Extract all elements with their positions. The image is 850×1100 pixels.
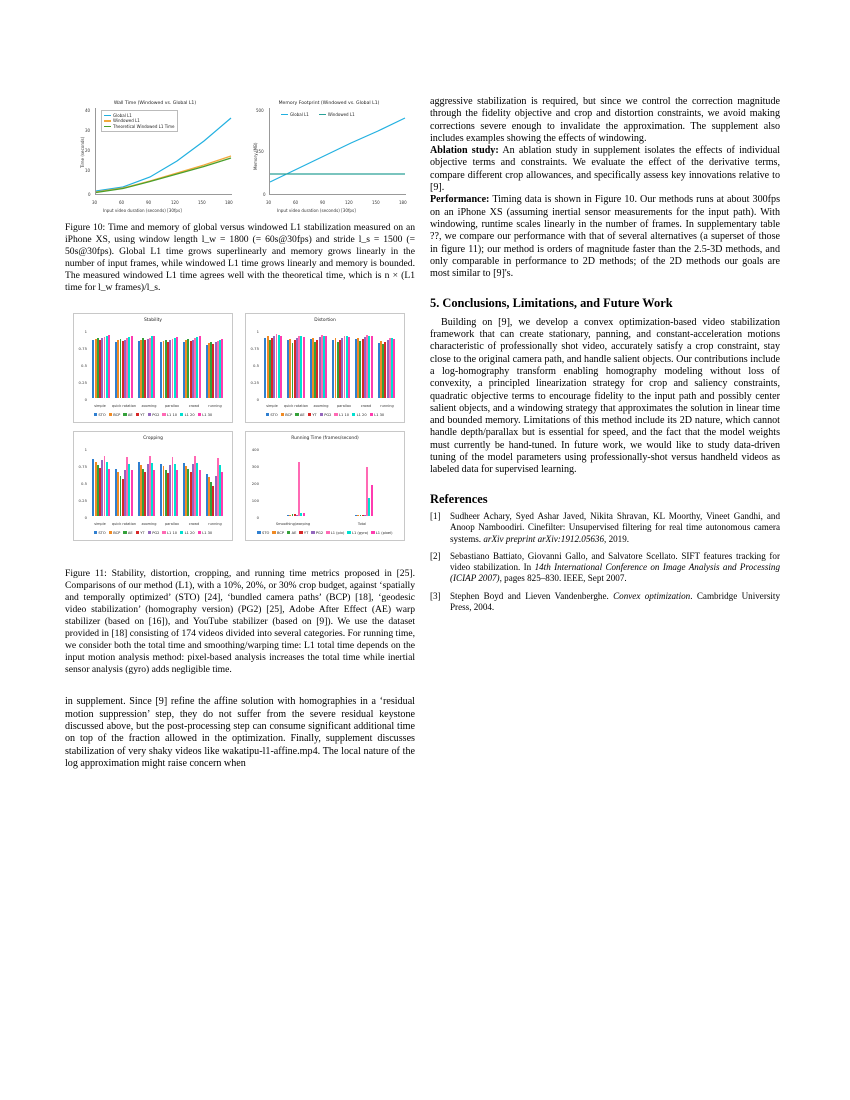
- legend-label: BCP: [113, 412, 121, 417]
- bar: [199, 470, 201, 516]
- bar-group: [115, 446, 133, 516]
- legend-swatch-icon: [94, 413, 97, 416]
- ytick: 0: [88, 192, 91, 197]
- legend-label: YT: [303, 530, 309, 535]
- bar-group: [355, 446, 373, 516]
- bar-group: [92, 328, 110, 398]
- ytick: 1: [256, 328, 259, 334]
- bar-group: [310, 328, 328, 398]
- legend-swatch-icon: [370, 413, 373, 416]
- references-heading: References: [430, 491, 488, 506]
- chart-stability: [73, 313, 233, 423]
- bar-group: [138, 446, 156, 516]
- chart-cropping-bars: [90, 446, 226, 516]
- legend-swatch-icon: [287, 531, 290, 534]
- legend-label: L1 20: [184, 530, 195, 535]
- legend-label: BCP: [276, 530, 285, 535]
- legend-swatch-icon: [281, 114, 288, 115]
- xtick: 150: [372, 200, 380, 205]
- legend-swatch-icon: [136, 413, 139, 416]
- ytick: 100: [251, 497, 259, 503]
- bar: [176, 337, 178, 398]
- reference-text-italic: arXiv preprint arXiv:1912.05636: [483, 533, 605, 544]
- ytick: 0.5: [80, 362, 87, 368]
- legend-label: AE: [127, 412, 133, 417]
- bar: [153, 470, 155, 516]
- bar: [131, 470, 133, 515]
- legend-label: BCP: [113, 530, 121, 535]
- ytick: 500: [256, 108, 264, 113]
- legend-swatch-icon: [104, 120, 111, 121]
- xtick: 30: [92, 200, 98, 205]
- reference-text: [450, 551, 780, 585]
- legend-label: L1 30: [202, 530, 213, 535]
- figure-11-caption: [65, 568, 415, 677]
- bar: [153, 336, 155, 398]
- xtick: parallax: [164, 521, 180, 526]
- xtick: Smoothing/warping: [275, 521, 311, 526]
- reference-text: [450, 591, 780, 614]
- figure-10-caption-label: Figure 10:: [65, 222, 106, 233]
- legend-item: [272, 527, 284, 539]
- conclusions-paragraph: Building on [9], we develop a convex optimization-based video stabilization framework that can create stationary, panning, and constant-acceleration motions characteristic of professionally shot video, accurately satisfy a crop constraint, stay close to the original camera path, and handle salient objects. Our contributions include a log-homography transform enabling homography modeling without loss of convexity, a principled linearization strategy for crop and saliency constraints, quadratic objective terms to encourage fidelity to the input path and possibly center salient objects, and a windowing strategy that approximates the solution in linear time and bounded memory. Limitations of this method include its 2D nature, which cannot handle depth/parallax but is essential for speed, and the fact that the model weights must currently be hand-tuned. In future work, we would like to study data-driven tuning of the model parameters using professionally-shot versus handheld videos as labeled data for supervised learning.: [430, 316, 780, 476]
- ytick: 1: [84, 446, 87, 452]
- legend-label: PG2: [324, 412, 332, 417]
- figure-10-caption-text: Time and memory of global versus windowed L1 stabilization measured on an iPhone XS, using window length l_w = 1800 (= 60s@30fps) and stride l_s = 1500 (= 50s@30fps). Global L1 time grows superlinearly and memory grows linearly in the number of input frames, while windowed L1 time grows linearly and memory is bounded. The measured windowed L1 time agrees well with the theoretical time, which is n × (L1 time for l_w frames)/l_s.: [65, 222, 415, 294]
- legend-item: [266, 409, 278, 421]
- ytick: 0: [256, 396, 259, 402]
- figure-10: [65, 96, 415, 214]
- legend-swatch-icon: [308, 413, 311, 416]
- ablation-text: An ablation study in supplement isolates the effects of individual objective terms and constraints. We evaluate the effect of the derivative terms, compare different crop allowances, and specifically assess key innovations relative to [9].: [430, 145, 780, 194]
- legend-swatch-icon: [257, 531, 260, 534]
- xtick: 30: [266, 200, 272, 205]
- chart-running-time-bars: [262, 446, 398, 516]
- left-column: [65, 96, 415, 770]
- ytick: 200: [251, 480, 259, 486]
- ytick: 40: [85, 108, 91, 113]
- xtick: running: [380, 403, 394, 408]
- reference-text-post: , pages 825–830. IEEE, Sept 2007.: [499, 573, 627, 584]
- chart-memory: [245, 96, 413, 214]
- chart-wall-time-title: Wall Time (Windowed vs. Global L1): [113, 101, 197, 106]
- legend-swatch-icon: [319, 114, 326, 115]
- bar: [325, 336, 327, 397]
- ytick: 0.75: [250, 345, 259, 351]
- legend-label: L1 10: [167, 530, 178, 535]
- legend-item: [370, 409, 385, 421]
- xtick: simple: [94, 403, 106, 408]
- legend-item: [109, 409, 121, 421]
- legend-item: [299, 527, 308, 539]
- ytick: 0: [256, 514, 259, 520]
- legend-item: [198, 527, 213, 539]
- legend-item: [148, 527, 160, 539]
- legend-label: STO: [98, 412, 106, 417]
- legend-swatch-icon: [180, 531, 183, 534]
- ytick: 400: [251, 446, 259, 452]
- chart-cropping: [73, 431, 233, 541]
- ytick: 0.25: [78, 497, 87, 503]
- bar-group: [206, 446, 224, 516]
- reference-text-italic: Convex optimization: [613, 590, 691, 601]
- legend-label: PG2: [315, 530, 324, 535]
- right-column: [430, 96, 780, 619]
- legend-swatch-icon: [136, 531, 139, 534]
- legend-swatch-icon: [148, 413, 151, 416]
- legend-label: L1 30: [202, 412, 213, 417]
- legend-item: [148, 409, 160, 421]
- reference-item: [430, 511, 780, 545]
- xtick: 90: [320, 200, 326, 205]
- xtick: parallax: [336, 403, 352, 408]
- legend-label: L1 30: [374, 412, 385, 417]
- bar: [371, 485, 373, 516]
- chart-memory-ylabel: Memory (MB): [253, 142, 258, 170]
- bar-group: [287, 446, 305, 516]
- legend-swatch-icon: [198, 531, 201, 534]
- legend-item: [308, 409, 317, 421]
- legend-label: L1 10: [339, 412, 350, 417]
- bar-group: [183, 328, 201, 398]
- ytick: 300: [251, 463, 259, 469]
- legend-item: [352, 409, 367, 421]
- reference-text-pre: Stephen Boyd and Lieven Vandenberghe.: [450, 590, 614, 601]
- legend-item: [326, 527, 344, 539]
- legend-item: [94, 409, 106, 421]
- legend-swatch-icon: [266, 413, 269, 416]
- chart-running-time-title: Running Time (frames/second): [291, 435, 359, 441]
- ytick: 20: [85, 148, 91, 153]
- legend-swatch-icon: [326, 531, 329, 534]
- legend-item: [180, 409, 195, 421]
- reference-number: [1]: [430, 510, 441, 521]
- legend-swatch-icon: [180, 413, 183, 416]
- xtick: 120: [345, 200, 353, 205]
- legend-swatch-icon: [123, 531, 126, 534]
- ablation-paragraph: [430, 145, 780, 194]
- legend-item: [136, 527, 145, 539]
- ytick: 0.25: [250, 379, 259, 385]
- bar: [176, 470, 178, 515]
- bar: [303, 337, 305, 398]
- legend-swatch-icon: [109, 531, 112, 534]
- bar-group: [287, 328, 305, 398]
- bar: [280, 336, 282, 398]
- xtick: simple: [266, 403, 278, 408]
- bar: [199, 336, 201, 397]
- legend-item: [162, 527, 177, 539]
- legend-swatch-icon: [281, 413, 284, 416]
- legend-item: [109, 527, 121, 539]
- legend-swatch-icon: [162, 531, 165, 534]
- legend-label: AE: [291, 530, 297, 535]
- legend-label: L1 20: [356, 412, 367, 417]
- ytick: 0: [84, 396, 87, 402]
- chart-stability-legend: [80, 409, 226, 421]
- ytick: 250: [256, 149, 264, 154]
- bar-group: [160, 328, 178, 398]
- figure-10-caption: [65, 222, 415, 295]
- performance-text: Timing data is shown in Figure 10. Our methods runs at about 300fps on an iPhone XS (assuming inertial sensor measurements for the input path). With windowing, runtime scales linearly in the number of frames. In supplementary table ??, we compare our performance with that of several alternatives (a superset of those in figure 11); our method is orders of magnitude faster than the 2.5-3D methods, and only comparable in performance to 2D methods; of the 2D methods our goals are most similar to [9]'s.: [430, 194, 780, 280]
- reference-number: [3]: [430, 590, 441, 601]
- ytick: 10: [85, 168, 91, 173]
- chart-distortion-legend: [252, 409, 398, 421]
- legend-label: L1 10: [167, 412, 178, 417]
- bar: [371, 336, 373, 397]
- legend-item: [123, 409, 132, 421]
- bar: [348, 337, 350, 398]
- ytick: 0: [84, 514, 87, 520]
- legend-swatch-icon: [272, 531, 275, 534]
- legend-label: Theoretical Windowed L1 Time: [113, 123, 175, 129]
- xtick: parallax: [164, 403, 180, 408]
- figure-11-caption-text: Stability, distortion, cropping, and running time metrics proposed in [25]. Comparisons of our method (L1), with a 10%, 20%, or 30% crop budget, against ‘spatially and temporally optimized’ (STO) [24], ‘bundled camera paths’ (BCP) [18], ‘geodesic video stabilization’ (homography version) (PG2) [25], Adobe After Effect (AE) warp stabilizer (based on [16]), and YouTube stabilizer (based on [9]). We use the dataset provided in [18] consisting of 174 videos divided into several categories. For running time, we consider both the total time and smoothing/warping time: L1 total time depends on the input motion analysis method: pixel-based analysis increases the total time while inertial sensor analysis (gyro) adds negligible time.: [65, 567, 415, 676]
- legend-label: L1 (gyro): [351, 530, 369, 535]
- section-heading-conclusions: 5. Conclusions, Limitations, and Future Work: [430, 296, 673, 311]
- bar-group: [183, 446, 201, 516]
- chart-running-time: [245, 431, 405, 541]
- legend-label: Windowed L1: [113, 118, 140, 124]
- xtick: 60: [293, 200, 299, 205]
- chart-wall-time-xlabel: Input video duration (seconds) [30fps]: [103, 208, 182, 213]
- chart-memory-xlabel: Input video duration (seconds) [30fps]: [277, 208, 356, 213]
- legend-item: [136, 409, 145, 421]
- bar-group: [92, 446, 110, 516]
- xtick: zooming: [313, 403, 329, 408]
- legend-label: Windowed L1: [327, 111, 355, 117]
- ytick: 1: [84, 328, 87, 334]
- xtick: zooming: [141, 521, 157, 526]
- chart-stability-bars: [90, 328, 226, 398]
- chart-wall-time-ylabel: Time (seconds): [80, 136, 85, 168]
- reference-number: [2]: [430, 550, 441, 561]
- bar-group: [332, 328, 350, 398]
- chart-wall-time: [71, 96, 239, 214]
- legend-label: Global L1: [113, 112, 132, 118]
- legend-label: AE: [299, 412, 305, 417]
- bar-group: [378, 328, 396, 398]
- xtick: quick rotation: [283, 403, 309, 408]
- legend-swatch-icon: [371, 531, 374, 534]
- reference-text-pre: Sebastiano Battiato, Giovanni Gallo, and Salvatore Scellato. SIFT features tracking for video stabilization. In: [450, 550, 780, 573]
- ytick: 0.25: [78, 379, 87, 385]
- legend-label: STO: [262, 530, 270, 535]
- bar: [221, 339, 223, 398]
- bar: [393, 339, 395, 398]
- reference-item: [430, 551, 780, 585]
- chart-wall-time-legend: [101, 110, 178, 132]
- bar: [298, 462, 300, 516]
- xtick: quick rotation: [111, 521, 137, 526]
- legend-label: AE: [127, 530, 133, 535]
- bar: [108, 335, 110, 398]
- legend-item: [94, 527, 106, 539]
- legend-item: [347, 527, 368, 539]
- legend-item: [162, 409, 177, 421]
- legend-swatch-icon: [162, 413, 165, 416]
- chart-memory-legend: [279, 110, 357, 119]
- chart-cropping-title: Cropping: [143, 435, 163, 441]
- bar-group: [264, 328, 282, 398]
- ytick: 0: [263, 192, 266, 197]
- xtick: zooming: [141, 403, 157, 408]
- xtick: quick rotation: [111, 403, 137, 408]
- legend-label: BCP: [285, 412, 293, 417]
- legend-item: [198, 409, 213, 421]
- legend-swatch-icon: [352, 413, 355, 416]
- left-bottom-paragraph: in supplement. Since [9] refine the affine solution with homographies in a ‘residual motion suppression’ step, they do not suffer from the severe residual keystone discussed above, but the post-processing step can consume significant additional time on top of the fraction allowed in the optimization. Finally, supplement discusses stabilization of very shaky videos like wakatipu-l1-affine.mp4. The local nature of the log approximation might raise concern when: [65, 696, 415, 769]
- legend-label: PG2: [152, 530, 160, 535]
- xtick: crowd: [188, 403, 200, 408]
- legend-label: PG2: [152, 412, 160, 417]
- legend-swatch-icon: [94, 531, 97, 534]
- reference-text-italic: 14th International Conference on Image Analysis and Processing (ICIAP 2007): [450, 562, 780, 584]
- legend-swatch-icon: [104, 126, 111, 127]
- legend-item: [180, 527, 195, 539]
- performance-label: Performance:: [430, 194, 490, 206]
- legend-swatch-icon: [198, 413, 201, 416]
- reference-text: [450, 511, 780, 545]
- legend-label: L1 (pix): [330, 530, 345, 535]
- xtick: simple: [94, 521, 106, 526]
- chart-memory-title: Memory Footprint (Windowed vs. Global L1): [278, 101, 380, 106]
- xtick: 60: [119, 200, 125, 205]
- xtick: crowd: [360, 403, 372, 408]
- chart-cropping-legend: [80, 527, 226, 539]
- ytick: 0.75: [78, 345, 87, 351]
- bar-group: [115, 328, 133, 398]
- xtick: 180: [225, 200, 233, 205]
- legend-item: [311, 527, 323, 539]
- legend-swatch-icon: [295, 413, 298, 416]
- legend-item: [257, 527, 269, 539]
- legend-swatch-icon: [299, 531, 302, 534]
- legend-swatch-icon: [123, 413, 126, 416]
- xtick: Total: [357, 521, 367, 526]
- legend-label: STO: [270, 412, 278, 417]
- legend-label: YT: [140, 412, 145, 417]
- bar: [221, 472, 223, 516]
- legend-swatch-icon: [109, 413, 112, 416]
- legend-item: [281, 409, 293, 421]
- ytick: 0.75: [78, 463, 87, 469]
- legend-label: YT: [140, 530, 145, 535]
- xtick: 90: [146, 200, 152, 205]
- xtick: 150: [198, 200, 206, 205]
- legend-swatch-icon: [320, 413, 323, 416]
- legend-item: [334, 409, 349, 421]
- legend-swatch-icon: [347, 531, 350, 534]
- legend-label: YT: [312, 412, 317, 417]
- legend-swatch-icon: [311, 531, 314, 534]
- legend-label: Global L1: [290, 111, 309, 117]
- bar-group: [355, 328, 373, 398]
- legend-item: [287, 527, 296, 539]
- bar-group: [138, 328, 156, 398]
- legend-item: [371, 527, 392, 539]
- chart-memory-plot: [269, 108, 406, 195]
- legend-label: L1 20: [184, 412, 195, 417]
- bar-group: [206, 328, 224, 398]
- legend-item: [320, 409, 332, 421]
- reference-text-post: , 2019.: [604, 533, 630, 544]
- legend-item: [295, 409, 304, 421]
- bar-group: [160, 446, 178, 516]
- chart-distortion: [245, 313, 405, 423]
- figure-11-caption-label: Figure 11:: [65, 567, 107, 579]
- performance-paragraph: [430, 194, 780, 280]
- xtick: crowd: [188, 521, 200, 526]
- xtick: 180: [399, 200, 407, 205]
- legend-swatch-icon: [148, 531, 151, 534]
- bar: [108, 469, 110, 516]
- legend-item: [123, 527, 132, 539]
- bar: [131, 336, 133, 397]
- xtick: running: [208, 521, 222, 526]
- reference-text-pre: Sudheer Achary, Syed Ashar Javed, Nikita Shravan, KL Moorthy, Vineet Gandhi, and Anoop Namboodiri. Cinefilter: Unsupervised filtering for real time autonomous camera systems.: [450, 510, 780, 544]
- right-paragraph-1: aggressive stabilization is required, but since we control the correction magnitude through the fidelity objective and crop and distortion constraints, we avoid making corrections severe enough to invalidate the approximation. The supplement also includes examples showing the effects of windowing.: [430, 96, 780, 144]
- reference-item: [430, 591, 780, 614]
- legend-label: STO: [98, 530, 106, 535]
- xtick: 120: [171, 200, 179, 205]
- chart-memory-svg: [270, 108, 406, 194]
- chart-distortion-bars: [262, 328, 398, 398]
- ytick: 30: [85, 128, 91, 133]
- ytick: 0.5: [80, 480, 87, 486]
- legend-swatch-icon: [334, 413, 337, 416]
- figure-11: [65, 313, 415, 558]
- ablation-label: Ablation study:: [430, 145, 499, 157]
- chart-running-time-legend: [252, 527, 398, 539]
- reference-text-post: . Cambridge University Press, 2004.: [450, 590, 780, 612]
- bar: [303, 513, 305, 516]
- xtick: running: [208, 403, 222, 408]
- chart-distortion-title: Distortion: [314, 317, 336, 323]
- ytick: 0.5: [252, 362, 259, 368]
- chart-stability-title: Stability: [144, 317, 162, 323]
- legend-label: L1 (pixel): [375, 530, 393, 535]
- legend-swatch-icon: [104, 115, 111, 116]
